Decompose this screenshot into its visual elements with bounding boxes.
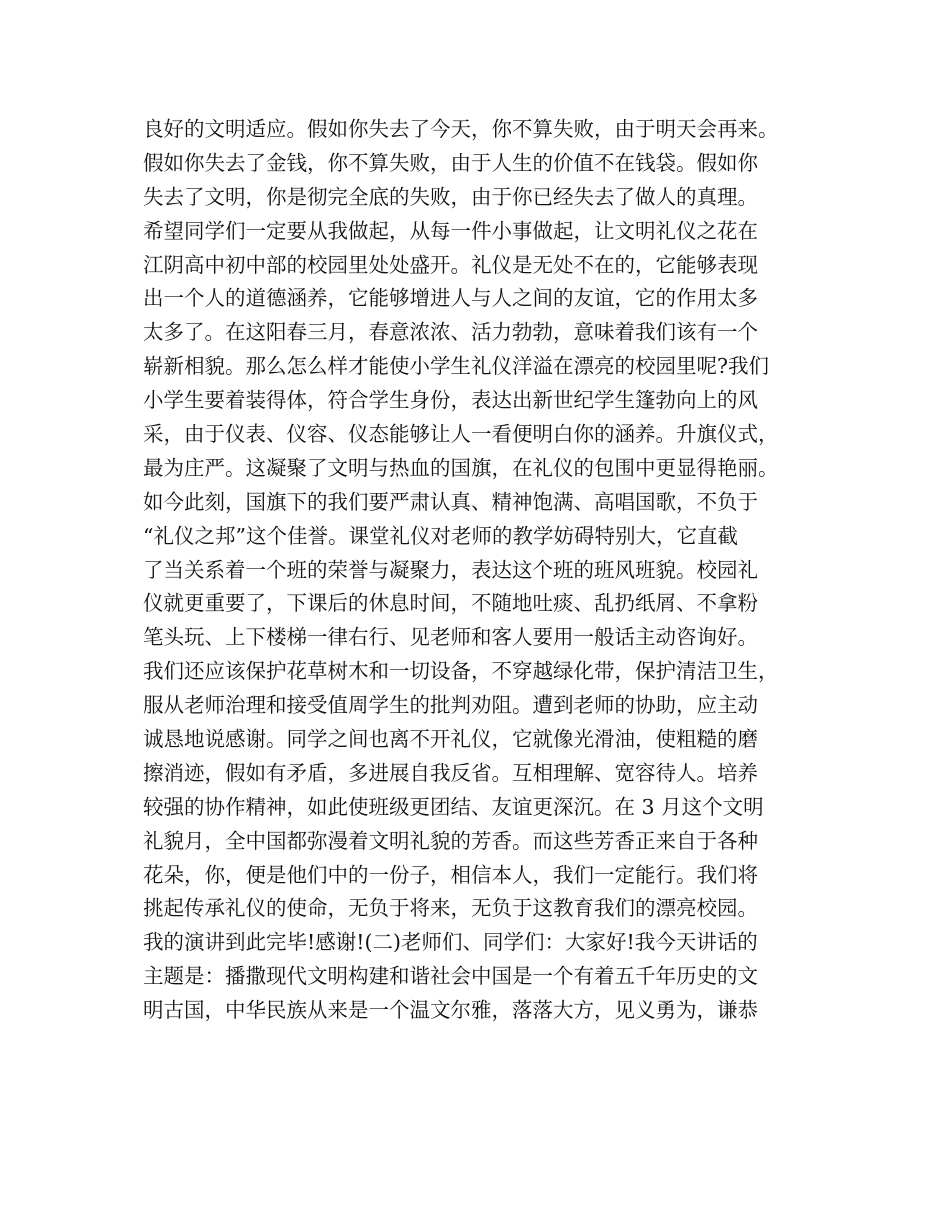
text-line: 仪就更重要了，下课后的休息时间，不随地吐痰、乱扔纸屑、不拿粉 <box>143 591 758 616</box>
text-line: 希望同学们一定要从我做起，从每一件小事做起，让文明礼仪之花在 <box>143 218 758 243</box>
text-line: 最为庄严。这凝聚了文明与热血的国旗，在礼仪的包围中更显得艳丽。 <box>143 455 779 480</box>
text-line: 挑起传承礼仪的使命，无负于将来，无负于这教育我们的漂亮校园。 <box>143 896 758 921</box>
text-line: 采，由于仪表、仪容、仪态能够让人一看便明白你的涵养。升旗仪式， <box>143 422 779 447</box>
text-line: 如今此刻，国旗下的我们要严肃认真、精神饱满、高唱国歌，不负于 <box>143 489 758 514</box>
text-line: 笔头玩、上下楼梯一律右行、见老师和客人要用一般话主动咨询好。 <box>143 625 758 650</box>
text-line: 较强的协作精神，如此使班级更团结、友谊更深沉。在 3 月这个文明 <box>143 794 764 819</box>
text-line: 崭新相貌。那么怎么样才能使小学生礼仪洋溢在漂亮的校园里呢?我们 <box>143 354 769 379</box>
text-line: 江阴高中初中部的校园里处处盛开。礼仪是无处不在的，它能够表现 <box>143 252 758 277</box>
text-line: “礼仪之邦”这个佳誉。课堂礼仪对老师的教学妨碍特别大，它直截 <box>143 523 738 548</box>
text-line: 我们还应该保护花草树木和一切设备，不穿越绿化带，保护清洁卫生， <box>143 659 779 684</box>
text-line: 我的演讲到此完毕!感谢!(二)老师们、同学们：大家好!我今天讲话的 <box>143 930 758 955</box>
text-line: 礼貌月，全中国都弥漫着文明礼貌的芳香。而这些芳香正来自于各种 <box>143 828 758 853</box>
text-line: 出一个人的道德涵养，它能够增进人与人之间的友谊，它的作用太多 <box>143 286 758 311</box>
text-line: 服从老师治理和接受值周学生的批判劝阻。遭到老师的协助，应主动 <box>143 693 758 718</box>
text-line: 主题是：播撒现代文明构建和谐社会中国是一个有着五千年历史的文 <box>143 964 758 989</box>
text-line: 太多了。在这阳春三月，春意浓浓、活力勃勃，意味着我们该有一个 <box>143 320 758 345</box>
body-text <box>143 113 823 1028</box>
text-line: 擦消迹，假如有矛盾，多进展自我反省。互相理解、宽容待人。培养 <box>143 760 758 785</box>
text-line: 花朵，你，便是他们中的一份子，相信本人，我们一定能行。我们将 <box>143 862 758 887</box>
text-line: 假如你失去了金钱，你不算失败，由于人生的价值不在钱袋。假如你 <box>143 150 758 175</box>
text-line: 诚恳地说感谢。同学之间也离不开礼仪，它就像光滑油，使粗糙的磨 <box>143 727 758 752</box>
text-line: 小学生要着装得体，符合学生身份，表达出新世纪学生篷勃向上的风 <box>143 388 758 413</box>
text-line: 明古国，中华民族从来是一个温文尔雅，落落大方，见义勇为，谦恭 <box>143 998 758 1023</box>
text-line: 失去了文明，你是彻完全底的失败，由于你已经失去了做人的真理。 <box>143 184 758 209</box>
text-line: 了当关系着一个班的荣誉与凝聚力，表达这个班的班风班貌。校园礼 <box>143 557 758 582</box>
text-line: 良好的文明适应。假如你失去了今天，你不算失败，由于明天会再来。 <box>143 117 779 141</box>
